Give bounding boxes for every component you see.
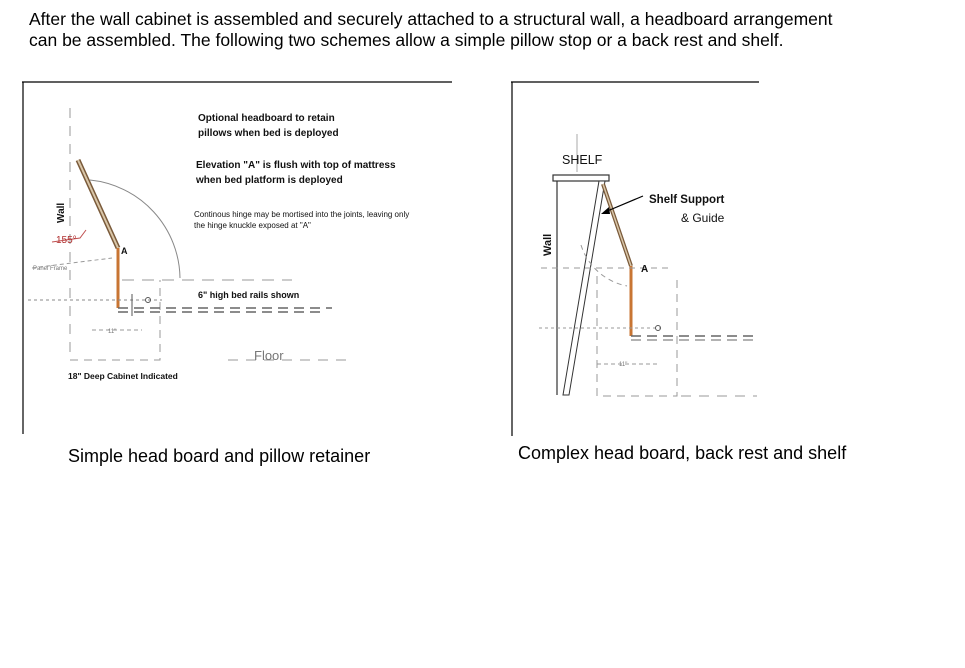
simple-headboard-svg [22,80,452,434]
note-optional-2: pillows when bed is deployed [198,128,339,139]
note-rails: 6" high bed rails shown [198,290,300,300]
intro-line-1: After the wall cabinet is assembled and securely attached to a structural wall, a headboard arrangement [29,9,833,29]
shelf [553,175,609,181]
label-dimension: 11" [108,329,117,335]
note-elevation-1: Elevation "A" is flush with top of mattress [196,160,396,171]
simple-headboard-diagram [22,80,452,434]
back-rest [563,181,605,395]
note-hinge-2: the hinge knuckle exposed at "A" [194,221,311,230]
complex-headboard-diagram [511,80,759,436]
label-wall: Wall [542,233,554,256]
label-floor: Floor [254,348,284,363]
note-hinge-1: Continous hinge may be mortised into the joints, leaving only [194,210,410,219]
label-wall: Wall [56,202,67,223]
label-angle: 155° [56,235,77,246]
caption-simple: Simple head board and pillow retainer [68,446,371,466]
intro-line-2: can be assembled. The following two schemes allow a simple pillow stop or a back rest and shelf. [29,30,784,50]
complex-headboard-svg [511,80,759,436]
label-a: A [121,246,128,256]
label-panel-frame: Panel Frame [33,266,68,272]
label-shelf-support-1: Shelf Support [649,194,725,206]
cabinet-outline [70,280,160,360]
label-dimension: 11" [619,362,628,368]
label-shelf: SHELF [562,153,603,167]
intro-text [29,9,949,51]
note-optional-1: Optional headboard to retain [198,113,335,124]
arrow-head-icon [601,207,610,214]
note-elevation-2: when bed platform is deployed [196,175,343,186]
swing-arc [90,180,180,278]
label-shelf-support-2: & Guide [681,211,725,225]
caption-complex: Complex head board, back rest and shelf [518,443,847,463]
label-a: A [641,264,649,275]
label-cabinet: 18" Deep Cabinet Indicated [68,371,178,381]
